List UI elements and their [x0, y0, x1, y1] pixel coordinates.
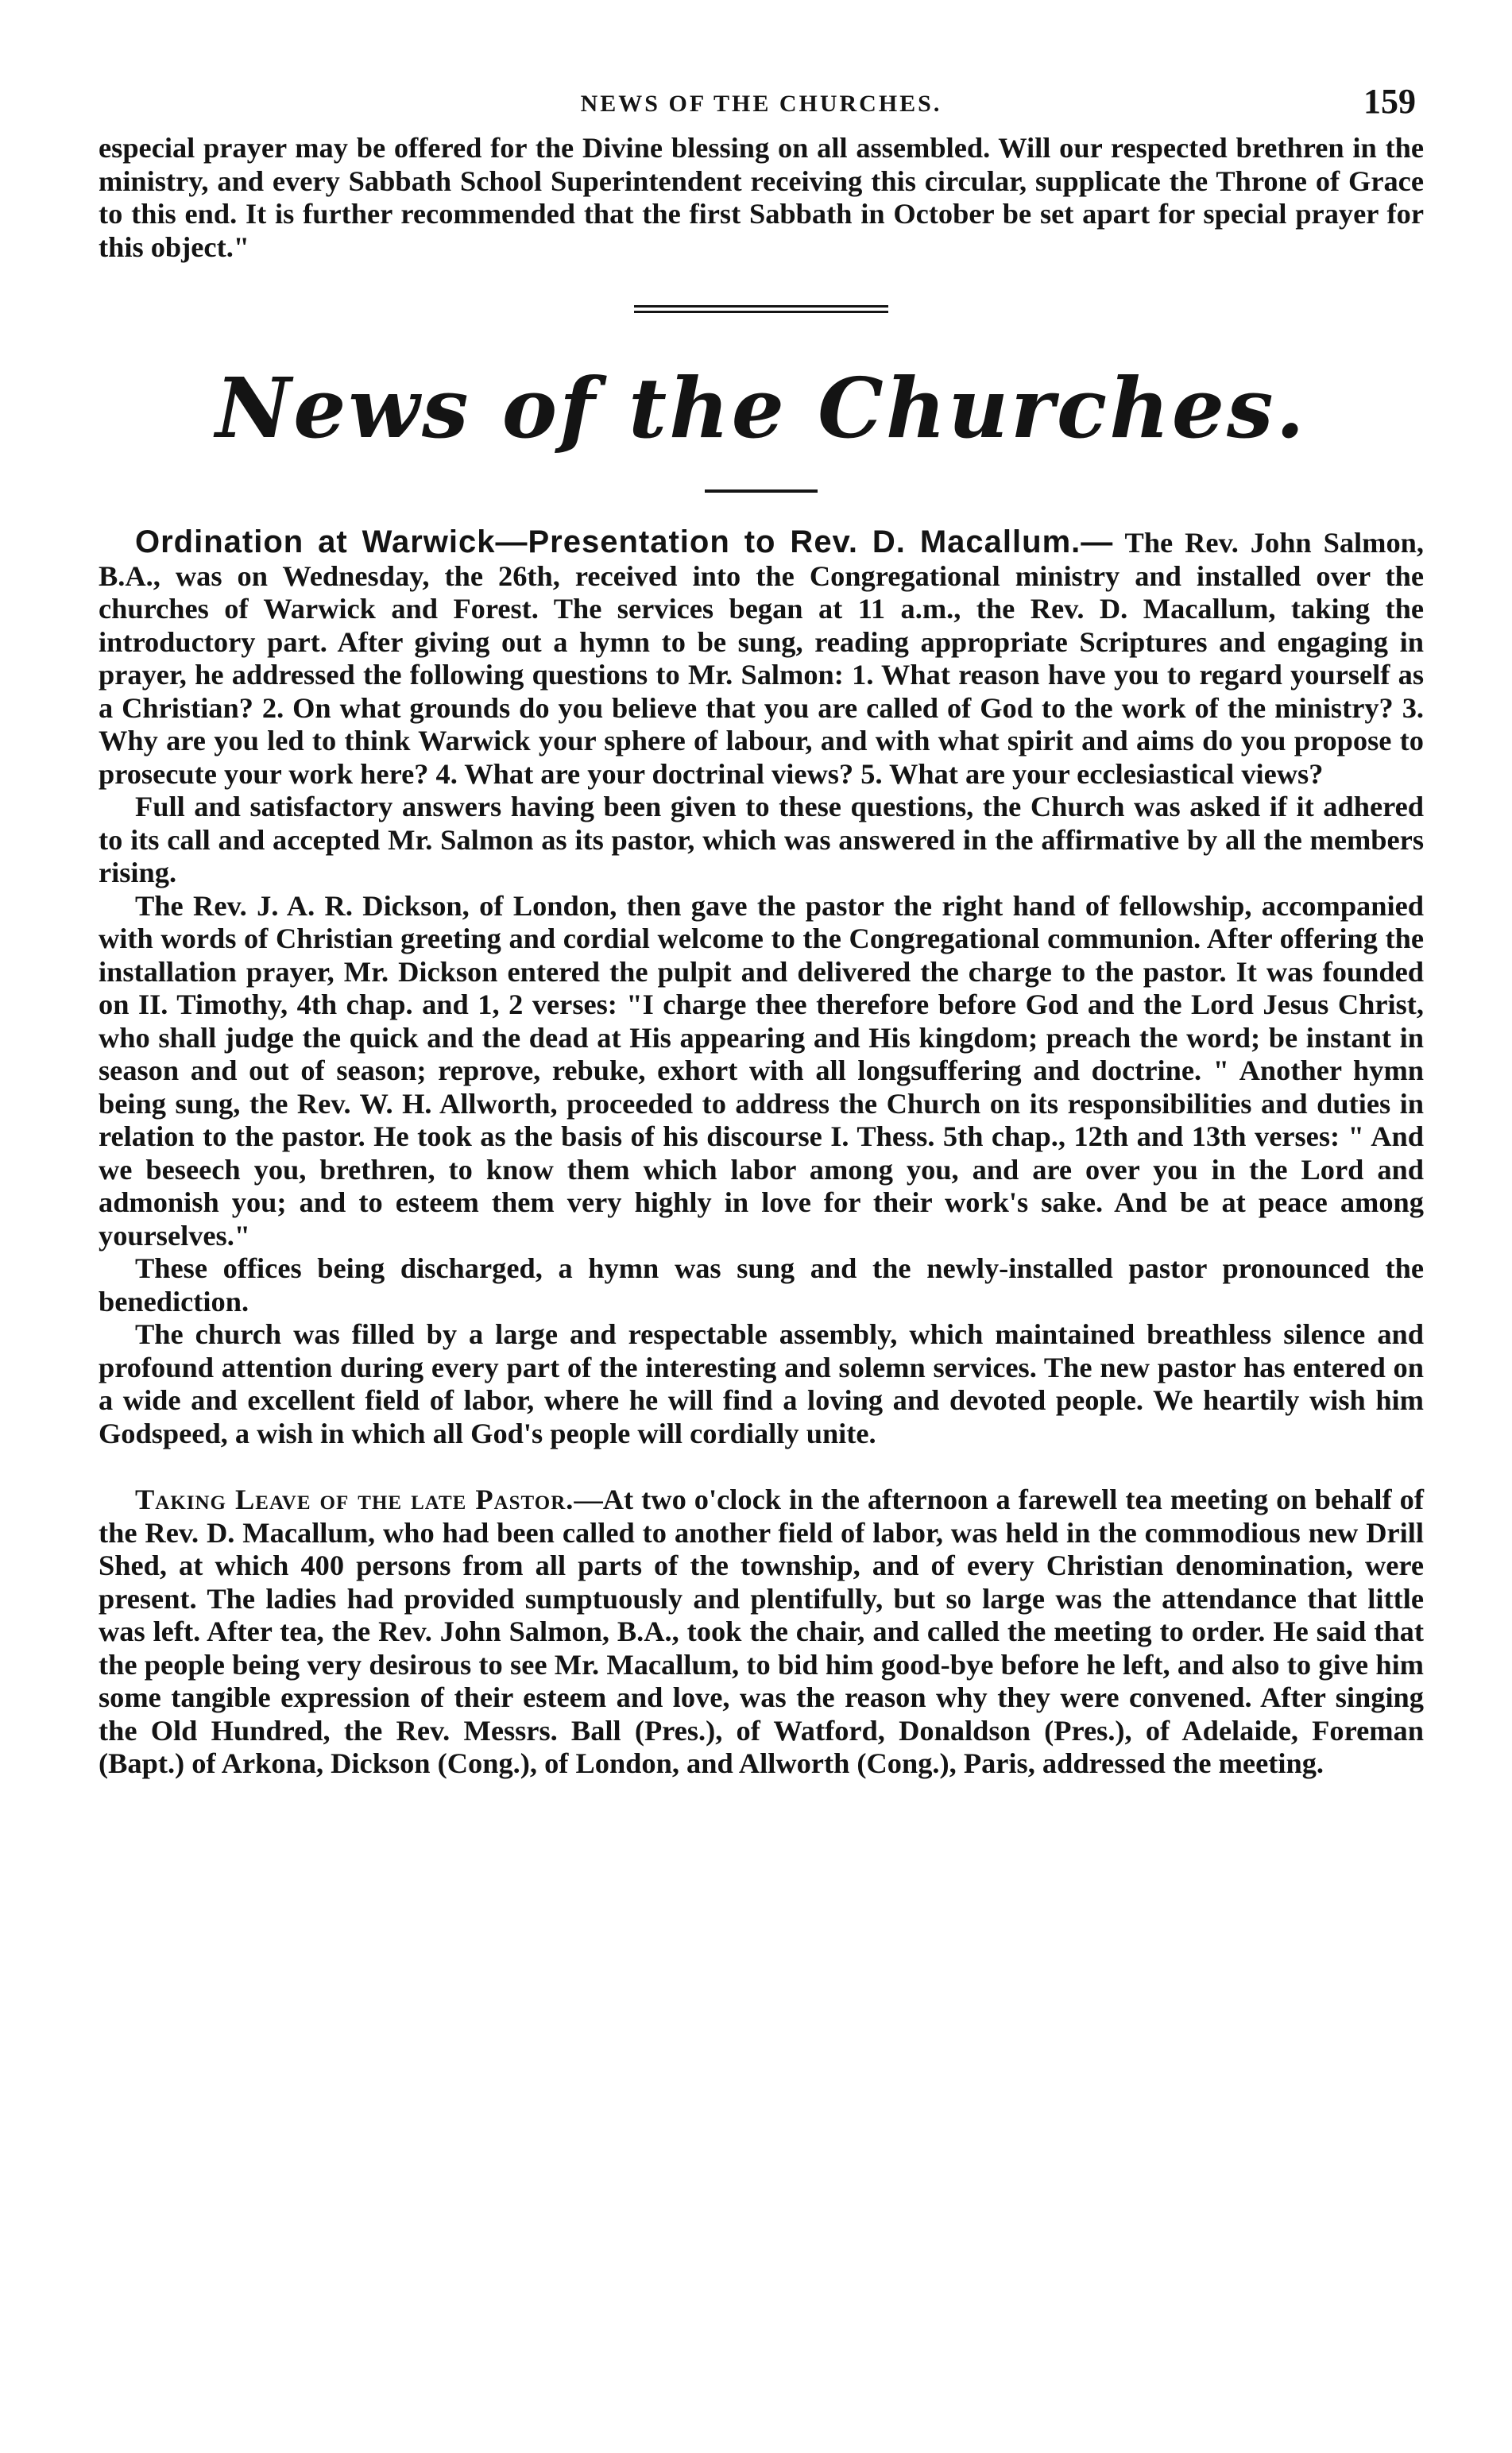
article-lead-paragraph: [99, 526, 1424, 791]
article-farewell: [99, 1484, 1424, 1781]
farewell-paragraph: [99, 1484, 1424, 1781]
intro-text: especial prayer may be offered for the Divine blessing on all assembled. Will our respected brethren in the ministry, and every Sabbath School Superintendent receiving this circular, supplicate the Throne of Grace to this end. It is further recommended that the first Sabbath in October be set apart for special prayer for this object.": [99, 132, 1424, 263]
intro-paragraph: [99, 132, 1424, 264]
article-paragraph: The church was filled by a large and respectable assembly, which maintained breathless silence and profound attention during every part of the interesting and solemn services. The new pastor has entered on a wide and excellent field of labor, where he will find a loving and devoted people. We heartily wish him Godspeed, a wish in which all God's people will cordially unite.: [99, 1318, 1424, 1449]
running-head: [99, 76, 1424, 124]
document-page: [99, 76, 1424, 1781]
article-paragraph: Full and satisfactory answers having been given to these questions, the Church was asked if it adhered to its call and accepted Mr. Salmon as its pastor, which was answered in the affirmative by all the members rising.: [99, 791, 1424, 888]
farewell-title: Taking Leave of the late Pastor.: [135, 1484, 574, 1515]
section-heading: News of the Churches.: [215, 359, 1307, 457]
double-rule-divider: [634, 305, 888, 313]
page-number: 159: [1363, 82, 1416, 121]
farewell-text: —At two o'clock in the afternoon a farewell tea meeting on behalf of the Rev. D. Macallum, who had been called to another field of labor, was held in the commodious new Drill Shed, at which 400 persons from all parts of the township, and of every Christian denomination, were present. The ladies had provided sumptuously and plentifully, but so large was the attendance that little was left. After tea, the Rev. John Salmon, B.A., took the chair, and called the meeting to order. He said that the people being very desirous to see Mr. Macallum, to bid him good-bye before he left, and also to give him some tangible expression of their esteem and love, was the reason why they were convened. After singing the Old Hundred, the Rev. Messrs. Ball (Pres.), of Watford, Donaldson (Pres.), of Adelaide, Foreman (Bapt.) of Arkona, Dickson (Cong.), of London, and Allworth (Cong.), Paris, addressed the meeting.: [99, 1484, 1424, 1779]
short-rule-divider: [705, 489, 818, 493]
article-ordination: [99, 526, 1424, 1450]
article-paragraph: These offices being discharged, a hymn was sung and the newly-installed pastor pronounced the benediction.: [99, 1252, 1424, 1317]
article-title: Ordination at Warwick—Presentation to Rev. D. Macallum.—: [135, 524, 1114, 559]
running-title: NEWS OF THE CHURCHES.: [580, 91, 942, 117]
article-paragraph: The Rev. J. A. R. Dickson, of London, then gave the pastor the right hand of fellowship, accompanied with words of Christian greeting and cordial welcome to the Congregational communion. After offering the installation prayer, Mr. Dickson entered the pulpit and delivered the charge to the pastor. It was founded on II. Timothy, 4th chap. and 1, 2 verses: "I charge thee therefore before God and the Lord Jesus Christ, who shall judge the quick and the dead at His appearing and His kingdom; preach the word; be instant in season and out of season; reprove, rebuke, exhort with all longsuffering and doctrine. " Another hymn being sung, the Rev. W. H. Allworth, proceeded to address the Church on its responsibilities and duties in relation to the pastor. He took as the basis of his discourse I. Thess. 5th chap., 12th and 13th verses: " And we beseech you, brethren, to know them which labor among you, and are over you in the Lord and admonish you; and to esteem them very highly in love for their work's sake. And be at peace among yourselves.": [99, 889, 1424, 1252]
article-lead-text: The Rev. John Salmon, B.A., was on Wednesday, the 26th, received into the Congregational ministry and installed over the churches of Warwick and Forest. The services began at 11 a.m., the Rev. D. Macallum, taking the introductory part. After giving out a hymn to be sung, reading appropriate Scriptures and engaging in prayer, he addressed the following questions to Mr. Salmon: 1. What reason have you to regard yourself as a Christian? 2. On what grounds do you believe that you are called of God to the work of the ministry? 3. Why are you led to think Warwick your sphere of labour, and with what spirit and aims do you propose to prosecute your work here? 4. What are your doctrinal views? 5. What are your ecclesiastical views?: [99, 527, 1424, 790]
